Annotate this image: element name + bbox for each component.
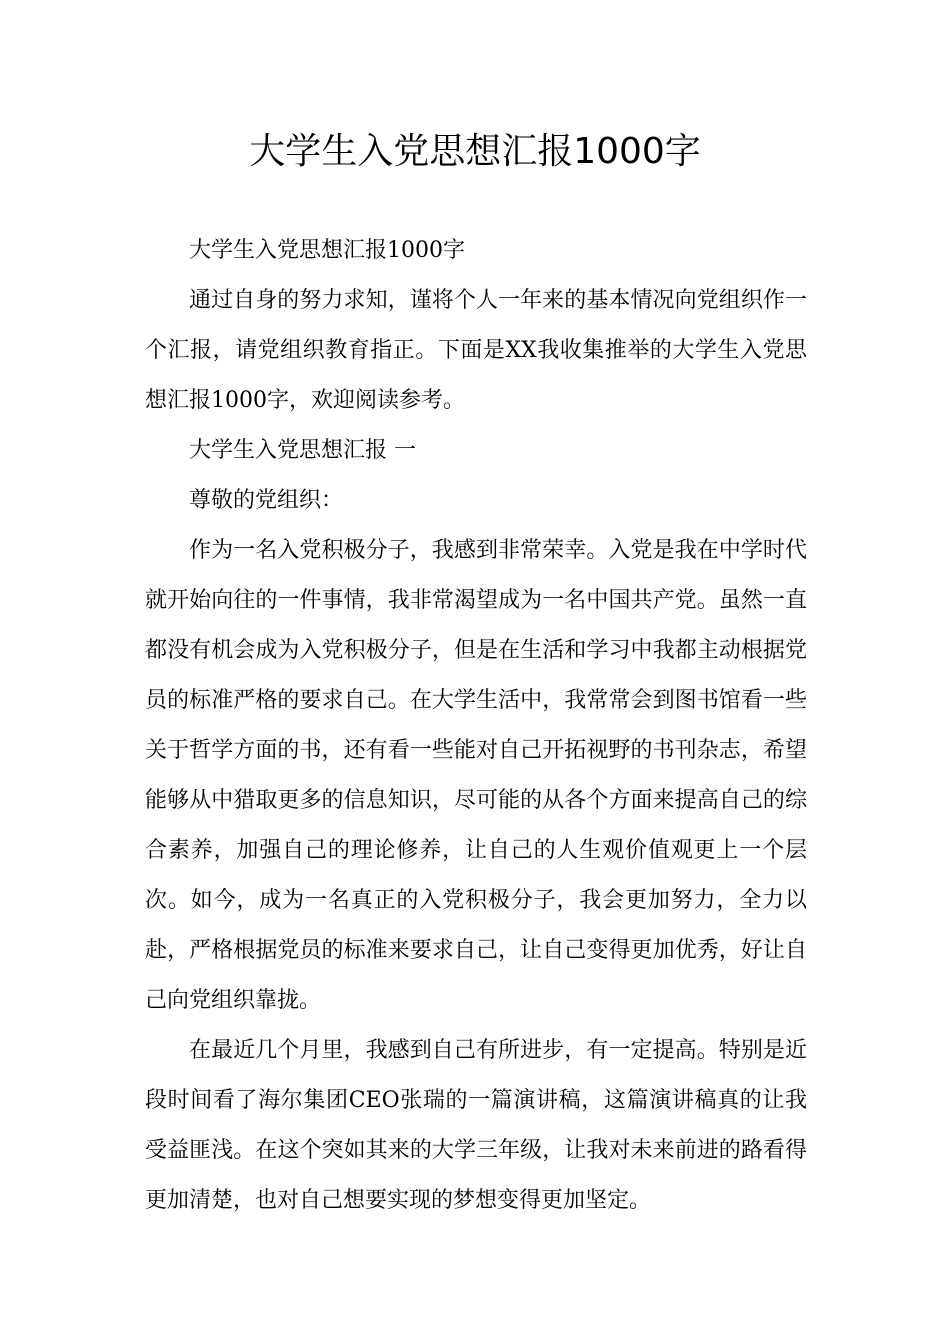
paragraph-salutation: 尊敬的党组织： [189, 488, 344, 513]
paragraph-section-heading: 大学生入党思想汇报 一 [189, 438, 416, 463]
paragraph-body-1: 作为一名入党积极分子，我感到非常荣幸。入党是我在中学时代就开始向往的一件事情，我非常渴望成为一名中国共产党。虽然一直都没有机会成为入党积极分子，但是在生活和学习中我都主动根据党员的标准严格的要求自己。在大学生活中，我常常会到图书馆看一些关于哲学方面的书，还有看一些能对自己开拓视野的书刊杂志，希望能够从中猎取更多的信息知识，尽可能的从各个方面来提高自己的综合素养，加强自己的理论修养，让自己的人生观价值观更上一个层次。如今，成为一名真正的入党积极分子，我会更加努力，全力以赴，严格根据党员的标准来要求自己，让自己变得更加优秀，好让自己向党组织靠拢。 [145, 538, 807, 1013]
document-title: 大学生入党思想汇报1000字 [249, 131, 701, 172]
document-body [145, 226, 807, 1226]
paragraph-body-2: 在最近几个月里，我感到自己有所进步，有一定提高。特别是近段时间看了海尔集团CEO张瑞的一篇演讲稿，这篇演讲稿真的让我受益匪浅。在这个突如其来的大学三年级，让我对未来前进的路看得更加清楚，也对自己想要实现的梦想变得更加坚定。 [145, 1038, 807, 1213]
paragraph-intro: 通过自身的努力求知，谨将个人一年来的基本情况向党组织作一个汇报，请党组织教育指正。下面是XX我收集推举的大学生入党思想汇报1000字，欢迎阅读参考。 [145, 288, 807, 413]
paragraph-subtitle: 大学生入党思想汇报1000字 [189, 238, 465, 263]
